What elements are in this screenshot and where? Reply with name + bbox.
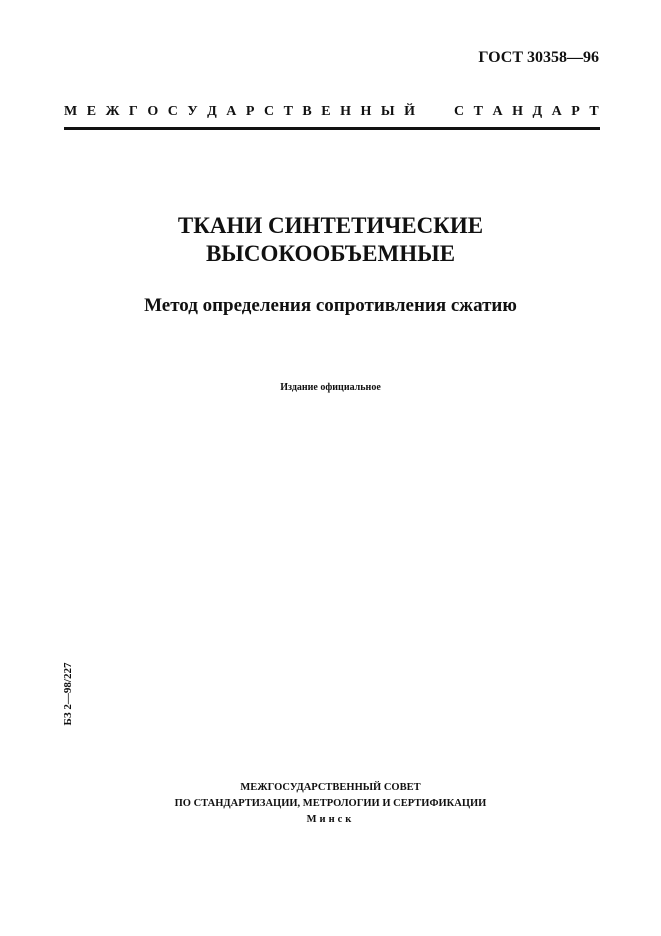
heading-letter: Т bbox=[283, 104, 293, 119]
heading-letter: Р bbox=[245, 104, 255, 119]
heading-letter: Е bbox=[321, 104, 331, 119]
heading-letter: У bbox=[187, 104, 198, 119]
heading-letter: О bbox=[147, 104, 159, 119]
heading-letter: Е bbox=[86, 104, 97, 119]
edition-note: Издание официальное bbox=[280, 382, 381, 393]
heading-letter: Т bbox=[473, 104, 483, 119]
publisher-line-1: МЕЖГОСУДАРСТВЕННЫЙ СОВЕТ bbox=[240, 782, 421, 793]
heading-letter: С bbox=[263, 104, 275, 119]
title-line-2: ВЫСОКООБЪЕМНЫЕ bbox=[205, 241, 456, 266]
title-line-1: ТКАНИ СИНТЕТИЧЕСКИЕ bbox=[177, 213, 484, 238]
heading-letter: А bbox=[226, 104, 237, 119]
heading-letter: Ы bbox=[380, 104, 395, 119]
standard-type-heading bbox=[64, 104, 599, 120]
heading-letter: Й bbox=[404, 104, 416, 119]
heading-letter: Р bbox=[571, 104, 580, 119]
publisher-city: Минск bbox=[306, 814, 355, 825]
heading-letter: А bbox=[551, 104, 562, 119]
document-subtitle: Метод определения сопротивления сжатию bbox=[144, 295, 517, 316]
heading-letter: Д bbox=[532, 104, 543, 119]
heading-letter: Н bbox=[360, 104, 372, 119]
heading-letter: Н bbox=[340, 104, 351, 119]
publisher-line-2: ПО СТАНДАРТИЗАЦИИ, МЕТРОЛОГИИ И СЕРТИФИКАЦИИ bbox=[174, 798, 487, 809]
heading-letter: Н bbox=[512, 104, 524, 119]
heading-letter: Д bbox=[207, 104, 217, 119]
document-title bbox=[0, 212, 661, 268]
word-gap bbox=[425, 104, 445, 120]
heading-letter: А bbox=[492, 104, 503, 119]
heading-letter: С bbox=[167, 104, 178, 119]
heading-letter: Г bbox=[128, 104, 138, 119]
heading-letter: В bbox=[302, 104, 312, 119]
heading-letter: С bbox=[454, 104, 465, 119]
header-rule bbox=[64, 127, 600, 130]
heading-letter: Ж bbox=[105, 104, 120, 119]
heading-letter: М bbox=[64, 104, 78, 119]
document-code: ГОСТ 30358—96 bbox=[478, 49, 599, 66]
side-code: БЗ 2—98/227 bbox=[62, 662, 74, 726]
publisher-block bbox=[0, 780, 661, 828]
heading-letter: Т bbox=[589, 104, 599, 119]
